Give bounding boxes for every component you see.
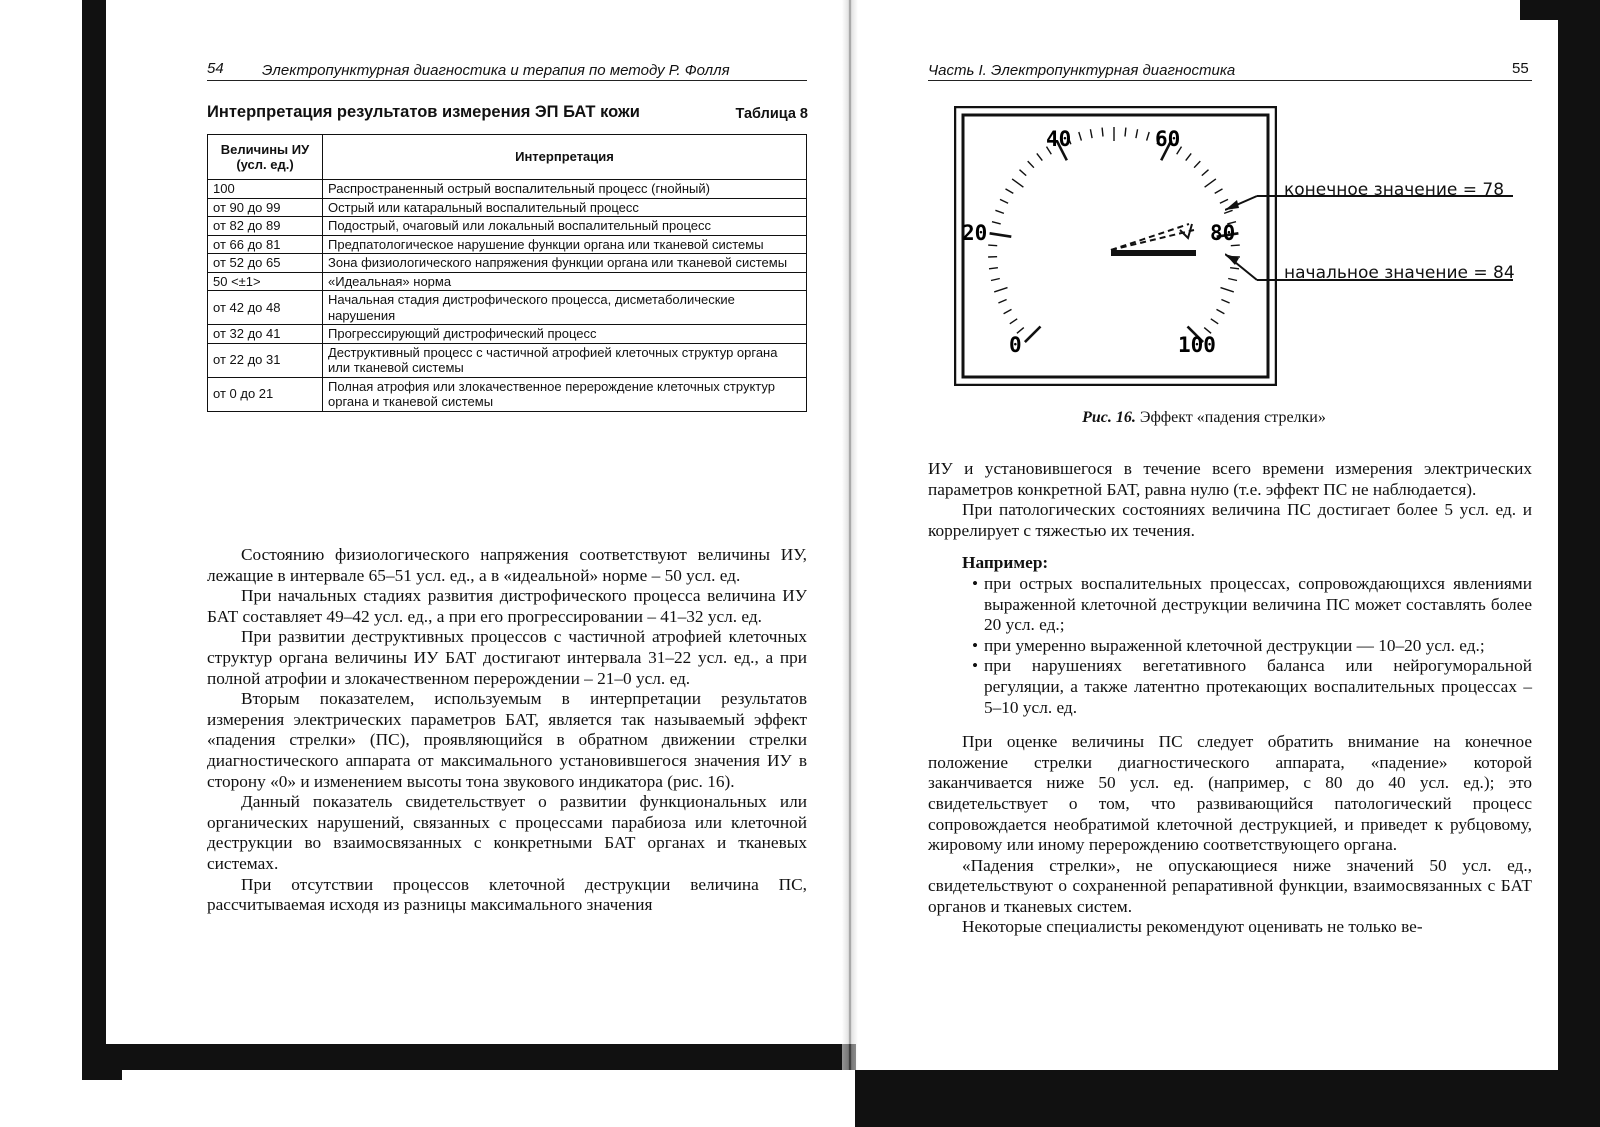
table-cell-interpretation: Предпатологическое нарушение функции органа или тканевой системы (323, 235, 807, 254)
table-row (208, 343, 807, 377)
figure-number: Рис. 16. (1082, 409, 1136, 426)
right-body-text-top (928, 459, 1532, 938)
example-list (928, 574, 1532, 718)
gauge-tick (1136, 129, 1138, 138)
table-cell-value: от 22 до 31 (208, 343, 323, 377)
table-row (208, 254, 807, 273)
table-cell-value: 50 <±1> (208, 272, 323, 291)
gauge-tick (988, 245, 997, 246)
table-cell-interpretation: Прогрессирующий дистрофический процесс (323, 325, 807, 344)
gauge-ticks (988, 127, 1240, 342)
initial-value-label: начальное значение = 84 (1284, 263, 1515, 283)
gauge-tick (1012, 179, 1023, 187)
paragraph: Вторым показателем, используемым в интерпретации результатов измерения электрических параметров БАТ, является так называемый эффект «падения стрелки» (ПС), проявляющийся в обратном движении стрелки диагностического аппарата от максимального установившегося значения ИУ в сторону «0» и изменением высоты тона звукового индикатора (рис. 16). (207, 689, 807, 791)
gauge-tick (992, 222, 1001, 224)
table-cell-interpretation: Зона физиологического напряжения функции органа или тканевой системы (323, 254, 807, 273)
table-cell-value: от 32 до 41 (208, 325, 323, 344)
final-value-label: конечное значение = 78 (1284, 180, 1505, 200)
list-item: • при острых воспалительных процессах, сопровождающихся явлениями выраженной клеточной деструкции величина ПС может составлять более 20 усл. ед.; (928, 574, 1532, 636)
column-header-values: Величины ИУ (усл. ед.) (208, 135, 323, 180)
gauge-tick (1025, 327, 1041, 343)
gauge-tick (1079, 132, 1082, 141)
left-running-title: Электропунктурная диагностика и терапия по методу Р. Фолля (262, 62, 730, 79)
table-row (208, 217, 807, 236)
table-cell-interpretation: Подострый, очаговый или локальный воспалительный процесс (323, 217, 807, 236)
gauge-tick (1211, 319, 1218, 324)
example-heading: Например: (962, 553, 1049, 573)
table-row (208, 272, 807, 291)
gauge-tick (1147, 132, 1150, 141)
table-cell-value: 100 (208, 180, 323, 199)
table-row (208, 377, 807, 411)
gauge-tick (998, 300, 1006, 304)
table-row (208, 325, 807, 344)
paragraph: Состоянию физиологического напряжения соответствуют величины ИУ, лежащие в интервале 65–51 усл. ед., а в «идеальной» норме – 50 усл. ед. (207, 545, 807, 585)
left-header-rule (207, 80, 807, 81)
table-cell-value: от 66 до 81 (208, 235, 323, 254)
scale-label-40: 40 (1046, 127, 1072, 151)
table-label: Таблица 8 (735, 106, 808, 122)
scan-border-right (1558, 0, 1600, 1127)
gauge-tick (1125, 128, 1126, 137)
book-gutter (842, 0, 858, 1070)
scan-border-topright (1520, 0, 1600, 22)
gauge-tick (994, 288, 1007, 292)
table-cell-interpretation: Острый или катаральный воспалительный процесс (323, 198, 807, 217)
scale-label-100: 100 (1178, 333, 1216, 357)
scan-border-bottom-right (855, 1070, 1600, 1127)
table-cell-value: от 90 до 99 (208, 198, 323, 217)
right-page-number: 55 (1512, 60, 1529, 77)
table-row (208, 198, 807, 217)
table-cell-interpretation: Начальная стадия дистрофического процесса, дисметаболические нарушения (323, 291, 807, 325)
gauge-tick (1000, 199, 1008, 203)
gauge-tick (991, 279, 1000, 281)
scan-border-corner (82, 1060, 122, 1080)
gauge-tick (1202, 170, 1209, 176)
gauge-tick (1221, 300, 1229, 304)
callout-final-arrowhead (1225, 200, 1239, 210)
list-item: • при умеренно выраженной клеточной деструкции — 10–20 усл. ед.; (928, 636, 1532, 657)
table-cell-value: от 82 до 89 (208, 217, 323, 236)
paragraph: ИУ и установившегося в течение всего времени измерения электрических параметров конкретной БАТ, равна нулю (т.е. эффект ПС не наблюдается). (928, 459, 1532, 499)
table-header-row (208, 135, 807, 180)
table-cell-interpretation: Деструктивный процесс с частичной атрофией клеточных структур органа или тканевой системы (323, 343, 807, 377)
gauge-tick (1215, 189, 1223, 194)
right-header-rule (928, 80, 1532, 81)
column-header-interpretation: Интерпретация (323, 135, 807, 180)
right-running-title: Часть I. Электропунктурная диагностика (928, 62, 1236, 79)
scale-label-20: 20 (962, 221, 988, 245)
scan-border-left (82, 0, 106, 1068)
paragraph: При начальных стадиях развития дистрофического процесса величина ИУ БАТ составляет 49–42 усл. ед., а при его прогрессировании – 41–32 усл. ед. (207, 586, 807, 626)
gauge-tick (1028, 161, 1034, 168)
figure-caption (954, 409, 1454, 427)
gauge-tick (1010, 319, 1017, 324)
table-row (208, 180, 807, 199)
gauge-tick (1020, 170, 1027, 176)
needle-dashed-2 (1111, 230, 1194, 250)
figure-caption-text: Эффект «падения стрелки» (1139, 409, 1326, 426)
scan-border-bottom-left (82, 1044, 857, 1070)
table-cell-interpretation: Распространенный острый воспалительный процесс (гнойный) (323, 180, 807, 199)
paragraph: При патологических состояниях величина ПС достигает более 5 усл. ед. и коррелирует с тяжестью их течения. (928, 500, 1532, 540)
list-item: • при нарушениях вегетативного баланса или нейрогуморальной регуляции, а также латентно протекающих воспалительных процессах – 5–10 усл. ед. (928, 656, 1532, 718)
gauge-tick (1037, 153, 1043, 160)
table-row (208, 291, 807, 325)
gauge-tick (1090, 129, 1092, 138)
table-cell-value: от 0 до 21 (208, 377, 323, 411)
table-title: Интерпретация результатов измерения ЭП БАТ кожи (207, 103, 640, 121)
table-cell-value: от 42 до 48 (208, 291, 323, 325)
gauge-tick (1217, 309, 1225, 313)
paragraph: Данный показатель свидетельствует о развитии функциональных или органических нарушений, связанных с процессами парабиоза или клеточной деструкции во взаимосвязанных с конкретными БАТ органах и тканевых системах. (207, 792, 807, 873)
table-cell-interpretation: Полная атрофия или злокачественное перерождение клеточных структур органа и тканевой системы (323, 377, 807, 411)
table-cell-value: от 52 до 65 (208, 254, 323, 273)
paragraph: При развитии деструктивных процессов с частичной атрофией клеточных структур органа величины ИУ БАТ достигают интервала 31–22 усл. ед., а при полной атрофии и злокачественном перерождении – 21–0 усл. ед. (207, 627, 807, 688)
gauge-tick (990, 233, 1012, 236)
gauge-tick (1102, 128, 1103, 137)
gauge-tick (1194, 161, 1200, 168)
left-body-text (207, 545, 807, 916)
gauge-tick (1004, 309, 1012, 313)
paragraph: «Падения стрелки», не опускающиеся ниже значений 50 усл. ед., свидетельствуют о сохраненной репаративной функции, взаимосвязанных с БАТ органов и тканевых систем. (928, 855, 1532, 916)
left-page-number: 54 (207, 60, 224, 77)
paragraph: Некоторые специалисты рекомендуют оценивать не только ве- (962, 917, 1423, 937)
gauge-tick (989, 268, 998, 269)
table-row (208, 235, 807, 254)
interpretation-table (207, 134, 807, 412)
gauge-tick (1205, 179, 1216, 187)
scale-label-0: 0 (1009, 333, 1022, 357)
paragraph: При оценке величины ПС следует обратить внимание на конечное положение стрелки диагностического аппарата, «падение» которой заканчивается ниже 50 усл. ед. (например, с 80 до 40 усл. ед.); это свидетельствует о том, что развивающийся патологический процесс сопровождается необратимой клеточной деструкцией, и приведет к рубцовому, жировому или иному перерождению соответствующего органа. (928, 732, 1532, 855)
table-cell-interpretation: «Идеальная» норма (323, 272, 807, 291)
gauge-tick (995, 210, 1004, 213)
scale-label-60: 60 (1155, 127, 1181, 151)
gauge-tick (1006, 189, 1014, 194)
gauge-tick (1186, 153, 1192, 160)
needle-dashed-1 (1111, 224, 1189, 250)
scale-label-80: 80 (1210, 221, 1236, 245)
paragraph: При отсутствии процессов клеточной деструкции величина ПС, рассчитываемая исходя из разницы максимального значения (207, 874, 807, 915)
